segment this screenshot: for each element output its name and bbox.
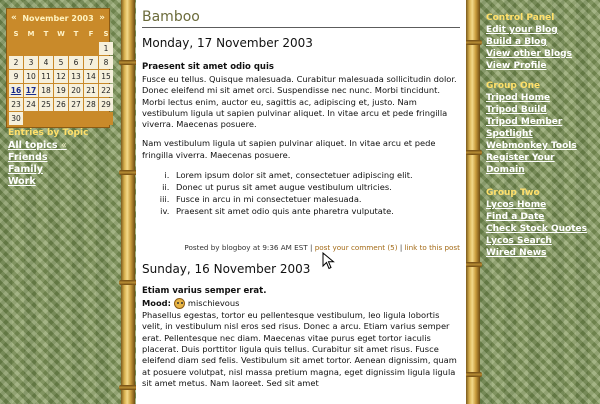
- calendar-day: 15: [99, 70, 113, 83]
- calendar-empty-cell: [84, 42, 98, 55]
- calendar-next-button[interactable]: »: [99, 13, 105, 23]
- view-profile-link[interactable]: View Profile: [486, 61, 547, 71]
- topics-heading: Entries by Topic: [8, 128, 89, 138]
- calendar-day: 1: [99, 42, 113, 55]
- build-blog-link[interactable]: Build a Blog: [486, 37, 547, 47]
- footer-separator: |: [399, 243, 403, 253]
- calendar-day: 4: [39, 56, 53, 69]
- calendar-day-of-week: M: [27, 30, 35, 38]
- calendar-day: 7: [84, 56, 98, 69]
- bamboo-node: [119, 170, 137, 175]
- group-two-heading: Group Two: [486, 188, 540, 198]
- calendar-empty-cell: [99, 112, 113, 125]
- entry-title: Etiam varius semper erat.: [142, 286, 267, 297]
- calendar-day: 26: [54, 98, 68, 111]
- footer-separator: |: [309, 243, 313, 253]
- calendar-day: 9: [9, 70, 23, 83]
- list-item: i. Lorem ipsum dolor sit amet, consectetuer adipiscing elit.: [172, 169, 460, 181]
- permalink-link[interactable]: link to this post: [404, 243, 460, 253]
- calendar-day: 30: [9, 112, 23, 125]
- entry-paragraph: Fusce eu tellus. Quisque malesuada. Curabitur malesuada sollicitudin dolor. Donec eleifend mi sit amet orci. Suspendisse nec nunc. Morbi tincidunt. Morbi lectus enim, auctor eu, sagittis ac, adipiscing et, justo. Nam vestibulum ligula ut sapien pulvinar aliquet. In vitae arcu et pede fringilla viverra. Maecenas posuere.: [142, 74, 457, 130]
- calendar-day: 13: [69, 70, 83, 83]
- calendar-grid: [7, 27, 109, 127]
- calendar-month-label: November 2003: [22, 13, 94, 23]
- calendar-day: 25: [39, 98, 53, 111]
- calendar-day: 23: [9, 98, 23, 111]
- stock-quotes-link[interactable]: Check Stock Quotes: [486, 224, 587, 234]
- calendar-day: 29: [99, 98, 113, 111]
- edit-blog-link[interactable]: Edit your Blog: [486, 25, 558, 35]
- register-domain-link[interactable]: Register Your Domain: [486, 153, 555, 175]
- posted-by: Posted by blogboy at 9:36 AM EST: [184, 243, 308, 253]
- entry: [142, 262, 460, 389]
- calendar-empty-cell: [24, 112, 38, 125]
- calendar-empty-cell: [84, 112, 98, 125]
- calendar-day: 12: [54, 70, 68, 83]
- mood-label: Mood:: [142, 298, 171, 309]
- calendar-day: 10: [24, 70, 38, 83]
- calendar-day-of-week: S: [13, 30, 19, 38]
- mouse-cursor-icon: [322, 252, 336, 270]
- calendar-day-link[interactable]: 17: [25, 86, 37, 95]
- calendar-day-link[interactable]: 16: [10, 86, 22, 95]
- calendar: [6, 8, 110, 128]
- calendar-empty-cell: [39, 112, 53, 125]
- list-item: iii. Fusce in arcu in mi consectetuer malesuada.: [172, 193, 460, 205]
- mood-value: mischievous: [187, 298, 240, 309]
- mood-line: [142, 297, 460, 309]
- bamboo-node: [119, 280, 137, 285]
- group-one: [486, 81, 598, 176]
- spotlight-link[interactable]: Spotlight: [486, 129, 533, 139]
- calendar-day: 19: [54, 84, 68, 97]
- entries-by-topic: [8, 128, 118, 188]
- topic-family[interactable]: Family: [8, 164, 43, 175]
- calendar-day: 8: [99, 56, 113, 69]
- calendar-day: 11: [39, 70, 53, 83]
- calendar-empty-cell: [69, 42, 83, 55]
- topic-all-label: All topics: [8, 140, 58, 151]
- calendar-day-of-week: T: [43, 30, 49, 38]
- left-sidebar: [0, 0, 120, 404]
- calendar-empty-cell: [54, 112, 68, 125]
- lycos-search-link[interactable]: Lycos Search: [486, 236, 552, 246]
- entry-footer: [142, 243, 460, 252]
- calendar-empty-cell: [69, 112, 83, 125]
- calendar-day: 3: [24, 56, 38, 69]
- entry-paragraph: Nam vestibulum ligula ut sapien pulvinar aliquet. In vitae arcu et pede fringilla viverra. Maecenas posuere.: [142, 138, 436, 160]
- calendar-empty-cell: [39, 42, 53, 55]
- control-panel: [486, 13, 598, 72]
- view-other-blogs-link[interactable]: View other Blogs: [486, 49, 572, 59]
- entry-paragraph: Phasellus egestas, tortor eu pellentesque vestibulum, leo ligula lobortis velit, in vestibulum nisl eros sed risus. Donec a arcu. Etiam varius semper erat. Pellentesque nec diam. Maecenas vitae purus eget tortor iaculis placerat. Duis porttitor ligula quis tellus. Curabitur sit amet risus. Fusce eleifend diam sed felis. Vestibulum sit amet tortor. Aenean dignissim, quam at posuere volutpat, nisl massa pretium magna, eget dignissim ligula ligula sit amet metus. Nam laoreet. Sed sit amet: [142, 310, 457, 388]
- calendar-day: 6: [69, 56, 83, 69]
- wired-news-link[interactable]: Wired News: [486, 248, 547, 258]
- calendar-day-of-week: S: [103, 30, 109, 38]
- post-comment-link[interactable]: post your comment (5): [314, 243, 398, 253]
- calendar-day-of-week: W: [57, 30, 65, 38]
- calendar-day: 27: [69, 98, 83, 111]
- list-item: iv. Praesent sit amet odio quis ante pharetra vulputate.: [172, 205, 460, 217]
- entry-date: Sunday, 16 November 2003: [142, 262, 311, 277]
- calendar-header: [7, 9, 109, 27]
- main-content: [136, 0, 466, 404]
- blog-title: Bamboo: [142, 0, 460, 28]
- calendar-day: 21: [84, 84, 98, 97]
- calendar-prev-button[interactable]: «: [11, 13, 17, 23]
- topic-all[interactable]: [8, 140, 118, 152]
- group-two: [486, 188, 598, 259]
- bamboo-pole-left: [121, 0, 135, 404]
- calendar-empty-cell: [24, 42, 38, 55]
- mood-icon: [174, 298, 185, 309]
- bamboo-node: [119, 60, 137, 65]
- calendar-day: 2: [9, 56, 23, 69]
- topic-work[interactable]: Work: [8, 176, 36, 187]
- entry-title: Praesent sit amet odio quis: [142, 62, 274, 72]
- calendar-day: 5: [54, 56, 68, 69]
- list-item: ii. Donec ut purus sit amet augue vestibulum ultricies.: [172, 181, 460, 193]
- topic-friends[interactable]: Friends: [8, 152, 48, 163]
- calendar-day: 28: [84, 98, 98, 111]
- calendar-day-of-week: T: [73, 30, 79, 38]
- topic-all-suffix: «: [60, 140, 67, 151]
- calendar-day: 14: [84, 70, 98, 83]
- lycos-home-link[interactable]: Lycos Home: [486, 200, 547, 210]
- calendar-day: 20: [69, 84, 83, 97]
- tripod-member-link[interactable]: Tripod Member: [486, 117, 563, 127]
- bamboo-pole-right: [466, 0, 480, 404]
- calendar-day: 22: [99, 84, 113, 97]
- entry-list: [172, 169, 460, 217]
- entry-date: Monday, 17 November 2003: [142, 36, 313, 50]
- tripod-build-link[interactable]: Tripod Build: [486, 105, 547, 115]
- control-panel-heading: Control Panel: [486, 13, 555, 23]
- webmonkey-tools-link[interactable]: Webmonkey Tools: [486, 141, 577, 151]
- entry: [142, 36, 460, 252]
- calendar-day: 18: [39, 84, 53, 97]
- calendar-day-of-week: F: [88, 30, 94, 38]
- calendar-day: 24: [24, 98, 38, 111]
- tripod-home-link[interactable]: Tripod Home: [486, 93, 551, 103]
- calendar-empty-cell: [54, 42, 68, 55]
- bamboo-node: [119, 385, 137, 390]
- group-one-heading: Group One: [486, 81, 541, 91]
- calendar-empty-cell: [9, 42, 23, 55]
- find-date-link[interactable]: Find a Date: [486, 212, 545, 222]
- right-sidebar: [480, 0, 600, 404]
